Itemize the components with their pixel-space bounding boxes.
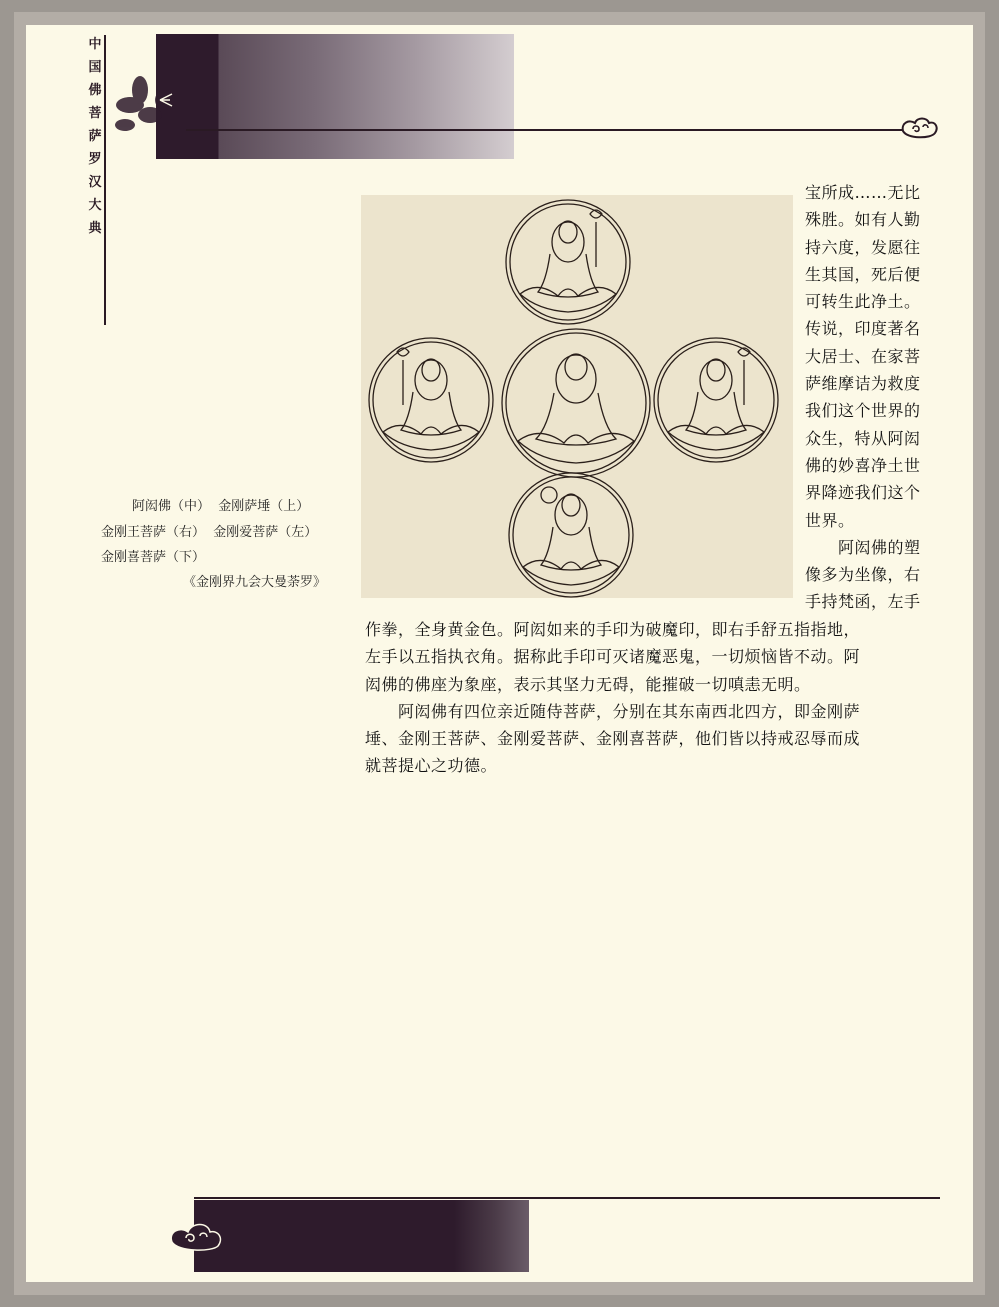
- cloud-ornament-icon: [166, 1220, 226, 1254]
- text-line: 像多为坐像，右: [805, 565, 921, 585]
- caption-line: 金刚喜菩萨（下）: [101, 550, 206, 565]
- text-line: 佛的妙喜净土世: [805, 455, 921, 475]
- medallion-left: [369, 338, 493, 462]
- title-char: 大: [88, 198, 102, 213]
- text-line: 我们这个世界的: [805, 401, 921, 421]
- text-line: 世界。: [805, 510, 855, 530]
- title-char: 汉: [88, 175, 102, 190]
- caption-line: 金刚王菩萨（右） 金刚爱菩萨（左）: [101, 525, 318, 540]
- cloud-ornament-icon: [899, 115, 939, 141]
- text-line: 持六度，发愿往: [805, 237, 921, 257]
- caption-line: 阿闳佛（中） 金刚萨埵（上）: [132, 499, 310, 514]
- mandala-illustration: [361, 195, 793, 598]
- header-rule: [186, 129, 926, 131]
- text-line: 生其国，死后便: [805, 264, 921, 284]
- title-char: 菩: [88, 106, 102, 121]
- text-line: 就菩提心之功德。: [365, 756, 498, 776]
- text-line: 闳佛的佛座为象座，表示其坚力无碍，能摧破一切嗔恚无明。: [365, 674, 811, 694]
- text-line: 可转生此净土。: [805, 292, 921, 312]
- text-line: 阿闳佛有四位亲近随侍菩萨，分别在其东南西北四方，即金刚萨: [365, 701, 861, 721]
- title-char: 佛: [88, 83, 102, 98]
- text-line: 众生，特从阿闳: [805, 428, 921, 448]
- text-line: 埵、金刚王菩萨、金刚爱菩萨、金刚喜菩萨，他们皆以持戒忍辱而成: [365, 729, 861, 749]
- caption-source: 《金刚界九会大曼荼罗》: [183, 575, 327, 590]
- text-line: 作拳，全身黄金色。阿闳如来的手印为破魔印，即右手舒五指指地，: [365, 620, 861, 639]
- title-char: 中: [88, 37, 102, 52]
- medallion-right: [654, 338, 778, 462]
- text-line: 传说，印度著名: [805, 319, 921, 339]
- book-title-vertical: [84, 38, 106, 245]
- text-line: 手持梵函，左手: [805, 592, 921, 612]
- text-line: 萨维摩诘为救度: [805, 374, 921, 394]
- title-char: 萨: [88, 129, 102, 144]
- medallion-bottom: [509, 473, 633, 597]
- medallion-top: [506, 200, 630, 324]
- footer-rule: [194, 1197, 940, 1199]
- text-line: 界降迹我们这个: [805, 483, 921, 503]
- text-line: 左手以五指执衣角。据称此手印可灭诸魔恶鬼，一切烦恼皆不动。阿: [365, 647, 861, 667]
- text-line: 殊胜。如有人勤: [805, 210, 921, 230]
- text-line: 大居士、在家菩: [805, 346, 921, 366]
- medallion-center: [502, 329, 650, 477]
- title-char: 国: [88, 60, 102, 75]
- book-page: [26, 25, 973, 1282]
- header-banner: [156, 34, 514, 159]
- footer-banner: [194, 1200, 529, 1272]
- text-line: 宝所成……无比: [805, 183, 921, 202]
- title-char: 典: [88, 221, 102, 236]
- text-line: 阿闳佛的塑: [805, 537, 921, 557]
- lotus-ornament-icon: [110, 60, 200, 150]
- title-char: 罗: [88, 152, 102, 167]
- text-paragraphs: [365, 616, 941, 780]
- text-column: [805, 179, 945, 616]
